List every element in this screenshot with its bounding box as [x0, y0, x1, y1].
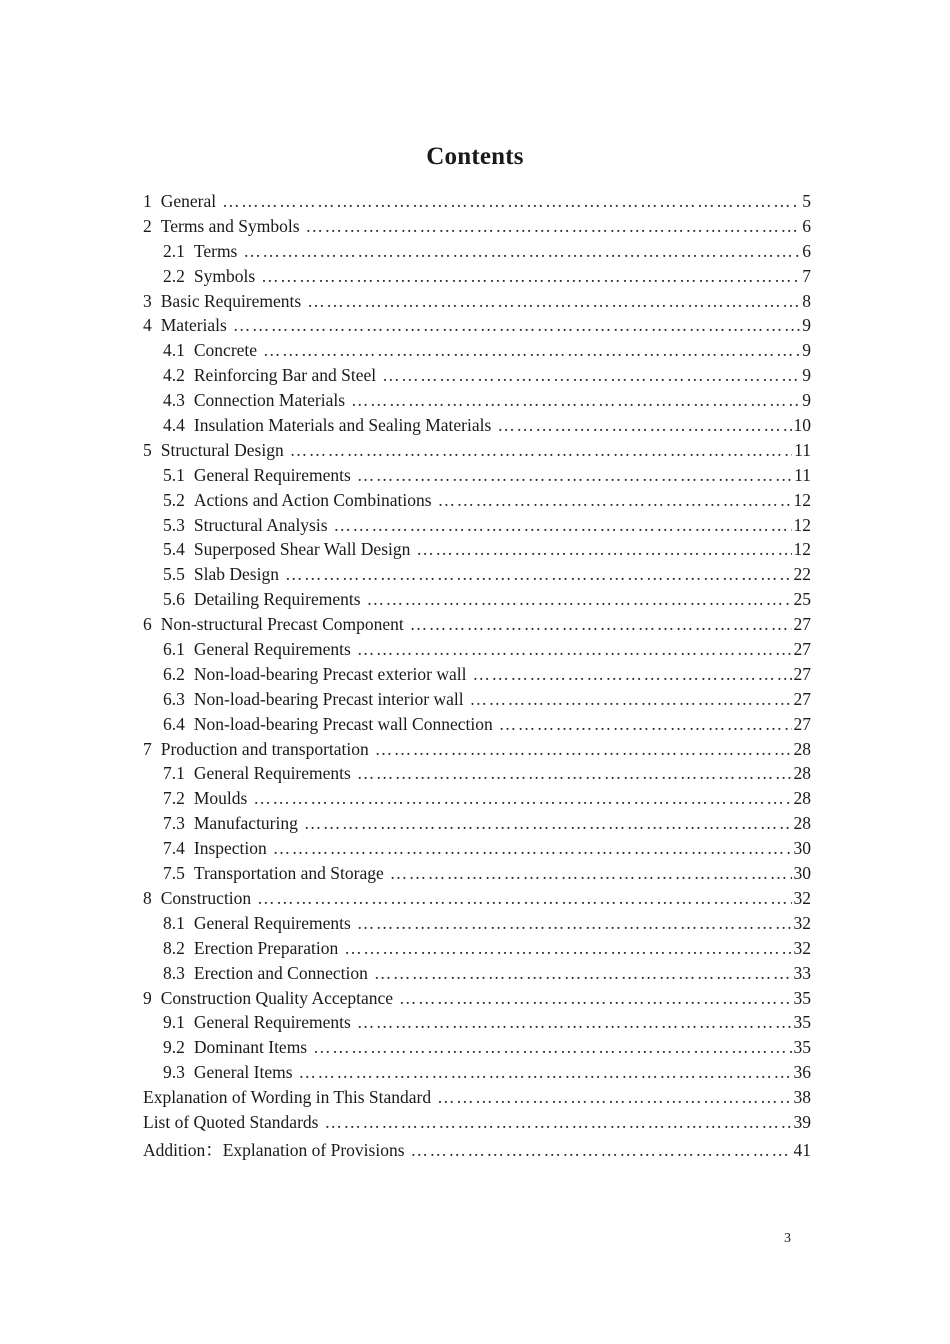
toc-entry-number: 4.2 — [163, 365, 185, 386]
toc-entry-page: 30 — [793, 838, 811, 859]
toc-entry[interactable] — [143, 689, 811, 714]
toc-entry-label: List of Quoted Standards — [143, 1111, 319, 1132]
toc-entry-label: Detailing Requirements — [193, 589, 361, 610]
toc-entry-label: Addition：Explanation of Provisions — [143, 1139, 405, 1160]
dot-leader — [306, 216, 801, 237]
toc-entry[interactable] — [143, 390, 811, 415]
dot-leader — [375, 739, 792, 760]
toc-entry-number: 4.3 — [163, 390, 185, 411]
toc-entry-label: Explanation of Wording in This Standard — [143, 1087, 432, 1108]
toc-entry-number: 8.2 — [163, 937, 185, 958]
toc-entry[interactable] — [143, 739, 811, 764]
toc-entry-label: Erection and Connection — [193, 962, 368, 983]
toc-entry-label: Reinforcing Bar and Steel — [193, 365, 377, 386]
toc-entry-number: 2 — [143, 215, 152, 236]
toc-entry-number: 5.6 — [163, 589, 185, 610]
dot-leader — [233, 315, 800, 336]
dot-leader — [304, 813, 792, 834]
toc-entry[interactable] — [143, 465, 811, 490]
toc-entry-page: 9 — [802, 315, 811, 336]
toc-entry-label: Non-load-bearing Precast wall Connection — [193, 713, 493, 734]
toc-entry-label: General Requirements — [193, 639, 351, 660]
toc-entry[interactable] — [143, 888, 811, 913]
dot-leader — [357, 639, 792, 660]
dot-leader — [357, 1012, 792, 1033]
dot-leader — [499, 714, 792, 735]
toc-entry-page: 39 — [793, 1111, 811, 1132]
toc-entry-number: 9 — [143, 987, 152, 1008]
toc-entry-label: Production and transportation — [160, 738, 369, 759]
toc-entry-page: 36 — [793, 1062, 811, 1083]
toc-entry-page: 27 — [793, 713, 811, 734]
toc-entry-label: General — [160, 191, 217, 211]
toc-entry-number: 6 — [143, 614, 152, 635]
toc-entry-number: 6.4 — [163, 713, 185, 734]
toc-entry-number: 1 — [143, 191, 152, 211]
dot-leader — [367, 589, 792, 610]
toc-entry-number: 9.1 — [163, 1012, 185, 1033]
toc-entry-number: 7 — [143, 738, 152, 759]
toc-entry-page: 28 — [793, 813, 811, 834]
toc-entry-page: 35 — [793, 1012, 811, 1033]
toc-entry-page: 12 — [793, 514, 811, 535]
toc-entry[interactable] — [143, 963, 811, 988]
dot-leader — [307, 291, 800, 312]
toc-entry[interactable] — [143, 539, 811, 564]
toc-entry[interactable] — [143, 490, 811, 515]
dot-leader — [357, 763, 792, 784]
dot-leader — [497, 415, 791, 436]
toc-entry[interactable] — [143, 863, 811, 888]
dot-leader — [390, 863, 792, 884]
toc-entry-number: 7.1 — [163, 763, 185, 784]
toc-entry[interactable] — [143, 241, 811, 266]
toc-entry-number: 6.2 — [163, 663, 185, 684]
toc-entry-number: 5.2 — [163, 489, 185, 510]
toc-entry[interactable] — [143, 365, 811, 390]
toc-entry[interactable] — [143, 515, 811, 540]
toc-entry-label: Slab Design — [193, 564, 279, 585]
toc-entry-number: 5.1 — [163, 464, 185, 485]
toc-entry-page: 28 — [793, 763, 811, 784]
toc-entry-page: 11 — [794, 439, 811, 460]
toc-entry-label: General Requirements — [193, 763, 351, 784]
toc-entry-label: Symbols — [193, 265, 256, 286]
toc-entry-number: 8.1 — [163, 912, 185, 933]
toc-entry-label: Actions and Action Combinations — [193, 489, 432, 510]
toc-entry-page: 35 — [793, 1037, 811, 1058]
toc-entry-label: Manufacturing — [193, 813, 298, 834]
toc-entry-page: 10 — [793, 415, 811, 436]
dot-leader — [263, 340, 800, 361]
toc-entry-page: 6 — [802, 240, 811, 261]
toc-entry-label: Inspection — [193, 838, 267, 859]
toc-entry-page: 6 — [802, 215, 811, 236]
toc-entry-label: Structural Design — [160, 439, 284, 460]
toc-entry-page: 27 — [793, 663, 811, 684]
toc-entry[interactable] — [143, 714, 811, 739]
toc-entry-page: 32 — [793, 887, 811, 908]
toc-entry-number: 3 — [143, 290, 152, 311]
toc-entry-number: 4.1 — [163, 340, 185, 361]
toc-entry-label: Insulation Materials and Sealing Materials — [193, 415, 492, 436]
toc-entry-number: 9.2 — [163, 1037, 185, 1058]
dot-leader — [290, 440, 792, 461]
toc-entry-label: Non-structural Precast Component — [160, 614, 404, 635]
toc-entry[interactable] — [143, 415, 811, 440]
toc-entry-label: Materials — [160, 315, 227, 336]
toc-entry-page: 27 — [793, 688, 811, 709]
toc-entry[interactable] — [143, 1087, 811, 1112]
toc-entry-number: 7.5 — [163, 863, 185, 884]
toc-entry[interactable] — [143, 216, 811, 241]
toc-entry-page: 27 — [793, 639, 811, 660]
toc-entry-number: 4.4 — [163, 415, 185, 436]
toc-entry-page: 12 — [793, 489, 811, 510]
toc-entry-label: Non-load-bearing Precast exterior wall — [193, 663, 467, 684]
toc-entry-number: 9.3 — [163, 1062, 185, 1083]
dot-leader — [334, 515, 792, 536]
toc-entry-label: Erection Preparation — [193, 937, 339, 958]
toc-entry[interactable] — [143, 938, 811, 963]
toc-entry-number: 6.1 — [163, 639, 185, 660]
toc-entry-page: 28 — [793, 788, 811, 809]
toc-entry[interactable] — [143, 440, 811, 465]
toc-entry-page: 25 — [793, 589, 811, 610]
toc-entry-page: 5 — [802, 191, 811, 211]
dot-leader — [313, 1037, 791, 1058]
toc-entry-label: Construction — [160, 887, 252, 908]
dot-leader — [299, 1062, 792, 1083]
toc-entry-page: 7 — [802, 265, 811, 286]
dot-leader — [257, 888, 791, 909]
dot-leader — [437, 1087, 791, 1108]
toc-entry-page: 22 — [793, 564, 811, 585]
dot-leader — [344, 938, 791, 959]
toc-entry[interactable] — [143, 340, 811, 365]
toc-entry-label: Transportation and Storage — [193, 863, 384, 884]
toc-entry-page: 38 — [793, 1087, 811, 1108]
dot-leader — [416, 539, 791, 560]
toc-entry-page: 27 — [793, 614, 811, 635]
dot-leader — [357, 913, 792, 934]
toc-entry-label: Dominant Items — [193, 1037, 308, 1058]
dot-leader — [438, 490, 792, 511]
dot-leader — [357, 465, 792, 486]
toc-entry[interactable] — [143, 838, 811, 863]
toc-entry-page: 28 — [793, 738, 811, 759]
dot-leader — [243, 241, 800, 262]
toc-entry-page: 33 — [793, 962, 811, 983]
dot-leader — [261, 266, 800, 287]
toc-entry-number: 5.4 — [163, 539, 185, 560]
toc-entry[interactable] — [143, 1012, 811, 1037]
dot-leader — [222, 191, 800, 212]
dot-leader — [253, 788, 791, 809]
toc-entry[interactable] — [143, 291, 811, 316]
toc-entry-number: 7.3 — [163, 813, 185, 834]
toc-entry[interactable] — [143, 1137, 811, 1162]
toc-entry-number: 5 — [143, 439, 152, 460]
toc-entry-number: 5.5 — [163, 564, 185, 585]
toc-entry[interactable] — [143, 664, 811, 689]
toc-entry-number: 7.4 — [163, 838, 185, 859]
toc-entry-label: General Items — [193, 1062, 293, 1083]
toc-entry[interactable] — [143, 266, 811, 291]
toc-entry[interactable] — [143, 614, 811, 639]
toc-entry-number: 4 — [143, 315, 152, 336]
toc-entry-label: Moulds — [193, 788, 248, 809]
table-of-contents — [143, 191, 811, 1162]
toc-entry[interactable] — [143, 788, 811, 813]
dot-leader — [273, 838, 792, 859]
toc-entry[interactable] — [143, 813, 811, 838]
toc-entry-page: 9 — [802, 340, 811, 361]
toc-entry-page: 11 — [794, 464, 811, 485]
dot-leader — [411, 1140, 792, 1161]
dot-leader — [410, 614, 792, 635]
dot-leader — [470, 689, 792, 710]
toc-entry-label: Construction Quality Acceptance — [160, 987, 394, 1008]
toc-entry-label: Basic Requirements — [160, 290, 302, 311]
toc-entry-number: 8.3 — [163, 962, 185, 983]
toc-entry-label: Structural Analysis — [193, 514, 328, 535]
dot-leader — [382, 365, 800, 386]
toc-entry[interactable] — [143, 191, 811, 216]
toc-entry-label: General Requirements — [193, 912, 351, 933]
page-title: Contents — [426, 142, 524, 170]
toc-entry-label: Non-load-bearing Precast interior wall — [193, 688, 464, 709]
toc-entry-page: 32 — [793, 937, 811, 958]
toc-entry[interactable] — [143, 315, 811, 340]
toc-entry[interactable] — [143, 1062, 811, 1087]
dot-leader — [399, 988, 791, 1009]
toc-entry-page: 12 — [793, 539, 811, 560]
toc-entry-number: 2.1 — [163, 240, 185, 261]
toc-entry[interactable] — [143, 988, 811, 1013]
toc-entry-label: Terms — [193, 240, 238, 261]
dot-leader — [374, 963, 792, 984]
toc-entry-page: 41 — [793, 1139, 811, 1160]
toc-entry[interactable] — [143, 763, 811, 788]
toc-entry-label: General Requirements — [193, 1012, 351, 1033]
toc-entry-label: General Requirements — [193, 464, 351, 485]
toc-entry-page: 8 — [802, 290, 811, 311]
toc-entry-page: 32 — [793, 912, 811, 933]
toc-entry-page: 35 — [793, 987, 811, 1008]
dot-leader — [351, 390, 800, 411]
toc-entry-page: 30 — [793, 863, 811, 884]
toc-entry-page: 9 — [802, 365, 811, 386]
dot-leader — [324, 1112, 791, 1133]
toc-entry-number: 8 — [143, 887, 152, 908]
toc-entry-label: Superposed Shear Wall Design — [193, 539, 411, 560]
toc-entry[interactable] — [143, 913, 811, 938]
page-number: 3 — [784, 1231, 791, 1246]
toc-entry[interactable] — [143, 639, 811, 664]
toc-entry-label: Concrete — [193, 340, 258, 361]
toc-entry-number: 7.2 — [163, 788, 185, 809]
dot-leader — [472, 664, 791, 685]
toc-entry-page: 9 — [802, 390, 811, 411]
toc-entry-number: 5.3 — [163, 514, 185, 535]
dot-leader — [285, 564, 792, 585]
toc-entry-label: Terms and Symbols — [160, 215, 300, 236]
toc-entry-label: Connection Materials — [193, 390, 346, 411]
toc-entry[interactable] — [143, 564, 811, 589]
toc-entry-number: 6.3 — [163, 688, 185, 709]
toc-entry[interactable] — [143, 589, 811, 614]
toc-entry-number: 2.2 — [163, 265, 185, 286]
toc-entry[interactable] — [143, 1037, 811, 1062]
toc-entry[interactable] — [143, 1112, 811, 1137]
